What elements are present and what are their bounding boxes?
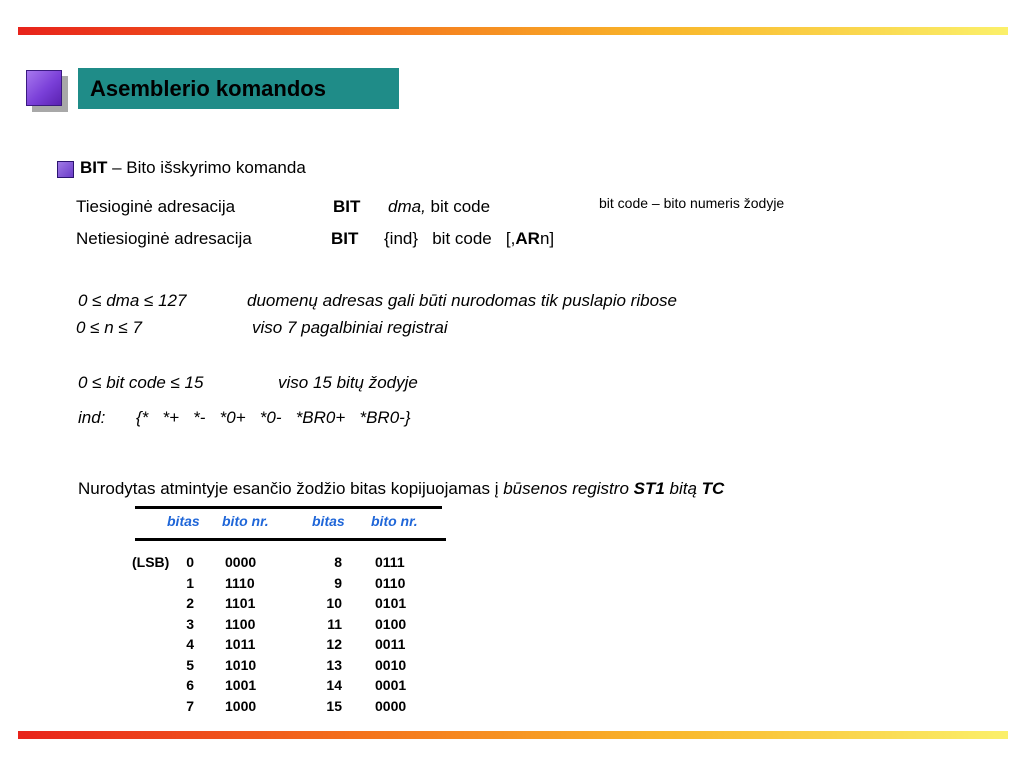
page-title: Asemblerio komandos <box>90 75 326 101</box>
indirect-arg: {ind} bit code [, <box>384 229 516 248</box>
table-cell: 6 <box>186 677 194 693</box>
table-cell: 8 <box>334 554 342 570</box>
table-header-rule <box>135 538 446 541</box>
indirect-label: Netiesioginė adresacija <box>76 229 252 248</box>
bitcode-note: bit code – bito numeris žodyje <box>599 195 785 211</box>
indirect-n: n] <box>539 229 555 248</box>
bit-code-column-1 <box>225 552 256 716</box>
table-cell: 12 <box>326 636 342 652</box>
ind-options: {* *+ *- *0+ *0- *BR0+ *BR0-} <box>136 408 411 427</box>
table-cell: 0111 <box>375 554 405 570</box>
table-cell: 0001 <box>375 677 407 693</box>
ind-label: ind: <box>78 408 106 427</box>
table-cell: 1101 <box>225 595 256 611</box>
table-cell: 0011 <box>375 636 406 652</box>
top-gradient-bar <box>18 27 1008 35</box>
table-header-bitas-2: bitas <box>312 513 345 529</box>
bullet-desc: – Bito išskyrimo komanda <box>107 158 306 177</box>
table-cell: 0100 <box>375 615 407 632</box>
bit-index-column-2 <box>318 552 342 716</box>
bit-code-column-2 <box>375 552 406 716</box>
indirect-args <box>384 229 554 249</box>
table-cell: 0000 <box>375 697 407 714</box>
direct-dma: dma, <box>388 197 426 216</box>
title-square-icon <box>26 70 62 106</box>
table-cell: 1010 <box>225 656 257 673</box>
range-bitcode-text: viso 15 bitų žodyje <box>278 373 418 392</box>
sentence-plain: Nurodytas atmintyje esančio žodžio bitas kopijuojamas į <box>78 479 504 498</box>
table-cell: 13 <box>326 656 342 673</box>
table-cell: 11 <box>327 615 342 632</box>
table-cell: 1 <box>186 574 194 591</box>
table-cell: 2 <box>186 595 194 611</box>
table-cell: 4 <box>186 636 194 652</box>
table-cell: 0110 <box>375 574 406 591</box>
bullet-heading <box>80 158 306 178</box>
copy-sentence <box>78 479 724 499</box>
range-dma-text: duomenų adresas gali būti nurodomas tik puslapio ribose <box>247 291 677 310</box>
table-cell: 1000 <box>225 697 257 714</box>
table-top-rule <box>135 506 442 509</box>
range-bitcode-expr: 0 ≤ bit code ≤ 15 <box>78 373 204 392</box>
bit-index-column-1 <box>180 552 194 716</box>
table-cell: 0101 <box>375 595 407 611</box>
range-dma-expr: 0 ≤ dma ≤ 127 <box>78 291 187 310</box>
title-banner <box>78 68 399 109</box>
table-cell: 10 <box>326 595 342 611</box>
direct-args <box>388 197 490 217</box>
table-cell: 15 <box>326 697 342 714</box>
table-cell: 0 <box>186 554 194 570</box>
direct-op: BIT <box>333 197 361 216</box>
lsb-column <box>132 552 169 573</box>
table-cell: 0000 <box>225 554 257 570</box>
table-cell: 1100 <box>225 615 256 632</box>
direct-label: Tiesioginė adresacija <box>76 197 236 216</box>
indirect-op: BIT <box>331 229 359 248</box>
table-cell: 5 <box>186 656 194 673</box>
table-header-bitas-1: bitas <box>167 513 200 529</box>
table-cell: 9 <box>334 574 342 591</box>
sentence-italic: būsenos registro <box>503 479 634 498</box>
table-header-bitonr-2: bito nr. <box>371 513 418 529</box>
table-header-bitonr-1: bito nr. <box>222 513 269 529</box>
table-cell: 0010 <box>375 656 407 673</box>
sentence-tc: TC <box>701 479 725 498</box>
indirect-ar: AR <box>515 229 540 248</box>
table-cell: 1110 <box>225 574 255 591</box>
range-n-text: viso 7 pagalbiniai registrai <box>252 318 448 337</box>
table-cell: 1011 <box>225 636 256 652</box>
bullet-square-icon <box>57 161 74 178</box>
table-cell: 14 <box>326 677 342 693</box>
bottom-gradient-bar <box>18 731 1008 739</box>
range-n-expr: 0 ≤ n ≤ 7 <box>76 318 142 337</box>
lsb-label: (LSB) <box>132 554 170 570</box>
table-cell: 3 <box>186 615 194 632</box>
sentence-st1: ST1 <box>633 479 665 498</box>
table-cell: 7 <box>186 697 194 714</box>
bullet-bit: BIT <box>80 158 108 177</box>
direct-bitcode: bit code <box>425 197 491 216</box>
sentence-bita: bitą <box>664 479 702 498</box>
table-cell: 1001 <box>225 677 257 693</box>
